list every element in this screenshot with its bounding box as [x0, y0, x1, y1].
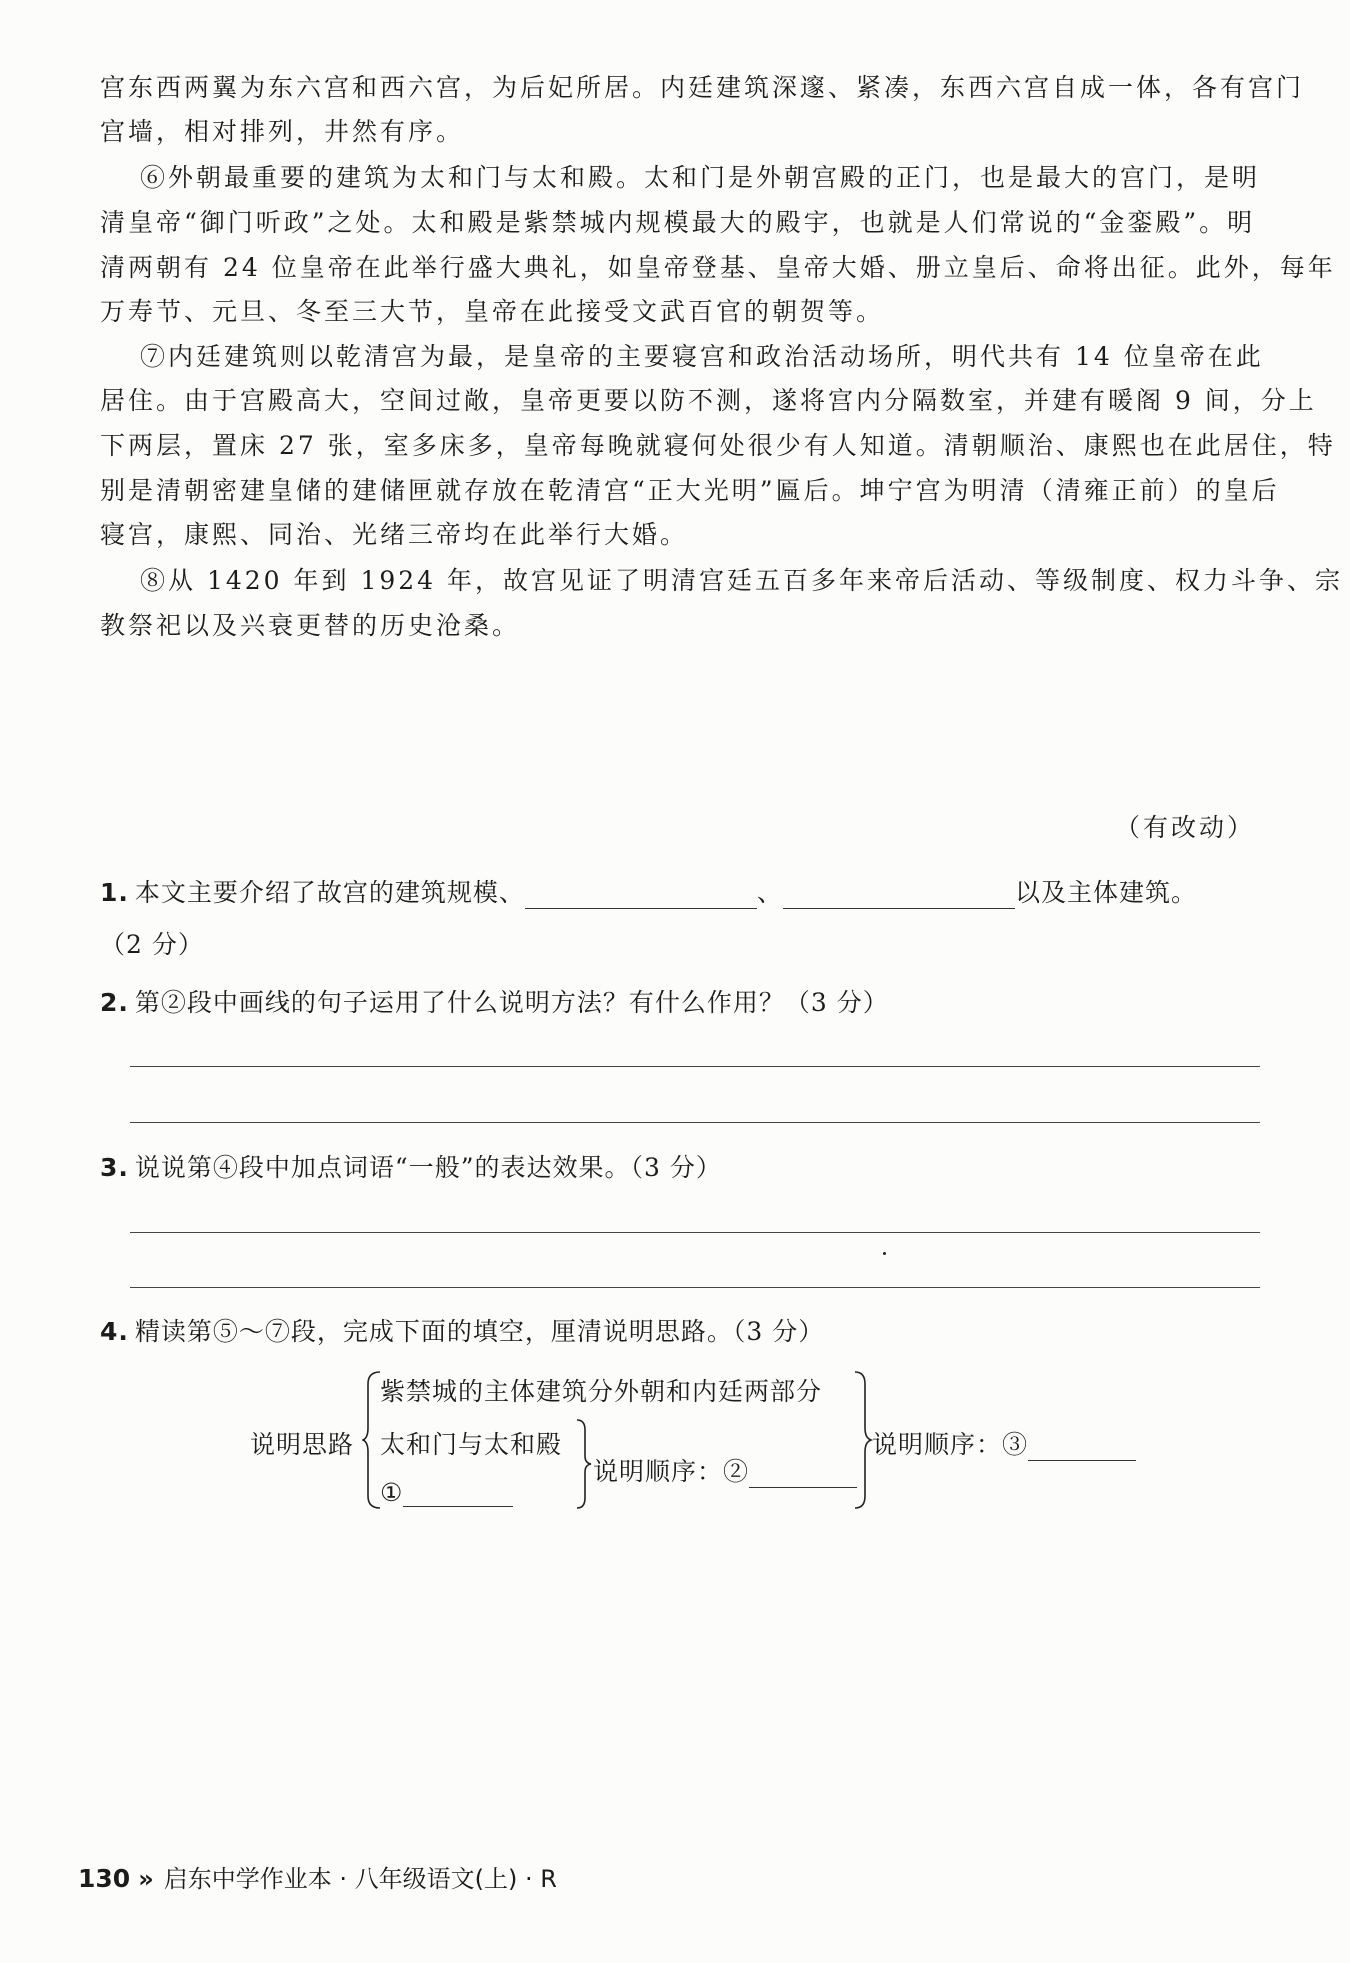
- passage-line: 万寿节、元旦、冬至三大节，皇帝在此接受文武百官的朝贺等。: [100, 297, 885, 326]
- right-brace: [853, 1370, 873, 1510]
- order-label: 说明顺序：②: [593, 1457, 750, 1486]
- answer-blank-1[interactable]: [525, 880, 757, 909]
- passage-line: 别是清朝密建皇储的建储匣就存放在乾清宫“正大光明”匾后。坤宁宫为明清（清雍正前）的皇后: [100, 476, 1280, 505]
- question-number: 3.: [100, 1153, 129, 1182]
- answer-blank-diagram-1[interactable]: [403, 1480, 513, 1507]
- answer-blank-2[interactable]: [783, 880, 1015, 909]
- left-brace: [362, 1370, 382, 1510]
- passage-line: 宫墙，相对排列，井然有序。: [100, 117, 465, 146]
- diagram-item-1: 紫禁城的主体建筑分外朝和内廷两部分: [380, 1377, 823, 1406]
- question-text: 说说第④段中加点词语“一般”的表达效果。（3 分）: [134, 1153, 722, 1182]
- passage-line: 居住。由于宫殿高大，空间过敞，皇帝更要以防不测，遂将宫内分隔数室，并建有暖阁 9 间，分上: [100, 386, 1317, 415]
- diagram-root-label: 说明思路: [250, 1430, 355, 1459]
- circled-number: ①: [380, 1478, 404, 1507]
- question-number: 2.: [100, 988, 129, 1017]
- answer-line[interactable]: [130, 1122, 1260, 1123]
- question-2: [100, 983, 889, 1019]
- passage-line: 寝宫，康熙、同治、光绪三帝均在此举行大婚。: [100, 520, 689, 549]
- passage-line: ⑧从 1420 年到 1924 年，故宫见证了明清宫廷五百多年来帝后活动、等级制度、权力斗争、宗: [140, 566, 1344, 595]
- passage-line: 下两层，置床 27 张，室多床多，皇帝每晚就寝何处很少有人知道。清朝顺治、康熙也在此居住，特: [100, 431, 1336, 460]
- inner-brace: [575, 1418, 593, 1510]
- question-text: 本文主要介绍了故宫的建筑规模、: [134, 878, 525, 907]
- passage-line: ⑦内廷建筑则以乾清宫为最，是皇帝的主要寝宫和政治活动场所，明代共有 14 位皇帝在此: [140, 342, 1264, 371]
- page-footer: [78, 1859, 557, 1894]
- passage-line: 宫东西两翼为东六宫和西六宫，为后妃所居。内廷建筑深邃、紧凑，东西六宫自成一体，各有宫门: [100, 73, 1305, 102]
- page-number: 130: [78, 1864, 131, 1893]
- question-number: 4.: [100, 1317, 129, 1346]
- source-note: （有改动）: [1114, 813, 1255, 842]
- answer-line[interactable]: [130, 1066, 1260, 1067]
- diagram-order-inner: [593, 1452, 857, 1488]
- answer-blank-diagram-3[interactable]: [1028, 1434, 1136, 1461]
- question-1: [100, 873, 1260, 909]
- question-3: [100, 1148, 722, 1184]
- passage-line: 清皇帝“御门听政”之处。太和殿是紫禁城内规模最大的殿宇，也就是人们常说的“金銮殿”。明: [100, 208, 1256, 237]
- diagram-item-2: 太和门与太和殿: [380, 1430, 563, 1459]
- question-text-tail: 以及主体建筑。: [1014, 878, 1197, 907]
- question-number: 1.: [100, 878, 129, 907]
- question-4: [100, 1312, 824, 1348]
- question-text: 第②段中画线的句子运用了什么说明方法？有什么作用？（3 分）: [134, 988, 889, 1017]
- answer-blank-diagram-2[interactable]: [749, 1461, 857, 1488]
- answer-line[interactable]: [130, 1287, 1260, 1288]
- chevron-icon: »: [138, 1865, 154, 1893]
- order-label: 说明顺序：③: [872, 1430, 1029, 1459]
- diagram-order-outer: [872, 1425, 1136, 1461]
- passage-line: ⑥外朝最重要的建筑为太和门与太和殿。太和门是外朝宫殿的正门，也是最大的宫门，是明: [140, 163, 1261, 192]
- stray-dot: [883, 1252, 886, 1255]
- question-text: 精读第⑤～⑦段，完成下面的填空，厘清说明思路。（3 分）: [134, 1317, 825, 1346]
- answer-line[interactable]: [130, 1232, 1260, 1233]
- passage-line: 教祭祀以及兴衰更替的历史沧桑。: [100, 611, 521, 640]
- separator: 、: [756, 878, 783, 907]
- diagram-item-3: [380, 1478, 513, 1507]
- question-1-score: （2 分）: [100, 930, 204, 959]
- passage-line: 清两朝有 24 位皇帝在此举行盛大典礼，如皇帝登基、皇帝大婚、册立皇后、命将出征。此外，每年: [100, 253, 1336, 282]
- book-title: 启东中学作业本 · 八年级语文(上) · R: [163, 1865, 557, 1893]
